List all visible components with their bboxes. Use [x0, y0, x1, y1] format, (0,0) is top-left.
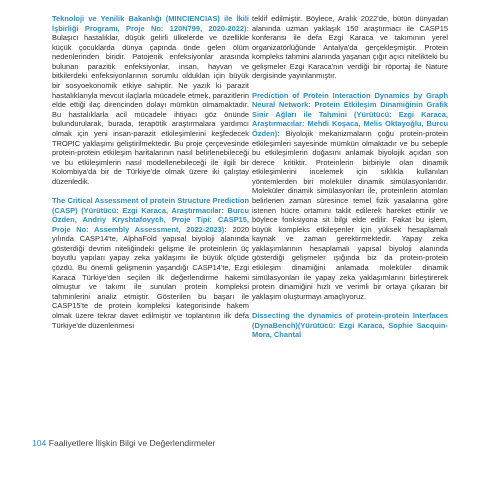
page-number: 104	[32, 438, 47, 448]
paragraph-mienciencias	[52, 14, 249, 186]
project-heading: The Critical Assessment of protein Structure Prediction (CASP) (Yürütücü: Ezgi Karaca, Araştırmacılar: Burcu Özden, Andriy Kryshtafovych, Proje Tipi: CASP15, Proje No: Assembly Assessment, 2022-2023):	[52, 196, 249, 234]
paragraph-gap	[52, 186, 249, 196]
page-footer	[32, 438, 215, 448]
paragraph-gap	[252, 81, 448, 91]
project-body: Biyolojik mekanizmaların çoğu protein-protein etkileşimleri sayesinde mümkün olmaktadır ve bu sebeple bu etkileşimlerin doğasını anlamak biyolojik açıdan son derece kritiktir. Proteinlerin birbiriyle olan dinamik etkileşimlerini incelemek için sıklıkla kullanılan yöntemlerden biri moleküler dinamik simülasyonlarıdır. Moleküler dinamik simülasyonları ile, proteinlerin atomları belirlenen zaman süresince temel fizik yasalarına göre istenen hücre ortamını taklit edilerek hareket ettirilir ve böylece fonksiyona sit bilgi elde edilir. Fakat bu işlem, büyük kompleks etkileşenler için yüksek hesaplamalı kaynak ve zaman gerektirmektedir. Yapay zeka yaklaşımlarının hesaplamalı yapısal biyoloji alanında gösterdiği gelişmeler ışığında biz da protein-protein etkileşim dinamiğini anlamada moleküler dinamik simülasyonları ile yapay zeka yaklaşımlarını birleştirerek protein dinamiğini hızlı ve verimli bir ortaya çıkaran bir yaklaşım oluşturmayı amaçlıyoruz.	[252, 128, 448, 301]
section-title: Faaliyetlere İlişkin Bilgi ve Değerlendirmeler	[48, 438, 216, 448]
project-heading-dynabench: Dissecting the dynamics of protein-protein Interfaces (DynaBench)(Yürütücü: Ezgi Karaca, Sophie Sacquin-Mora, Chantal	[252, 310, 448, 340]
left-column	[52, 14, 249, 330]
project-body: Bulaşıcı hastalıklar, düşük gelirli ülkelerde ve özellikle küçük çocuklarda dünya çapında önde gelen ölüm nedenlerinden biridir. Patojenik enfeksiyonlar arasında bulunan parazitik enfeksiyonlar, insan, hayvan ve bitkilerdeki enfeksiyonlarının sorumlu olduklan için büyük bir sosyoekonomik etkiye sahiptir. Ne yazık ki parazit hastalıklarıyla mevcut ilaçlarla mücadele etmek, parazitlerin elde ettiği ilaç direncinden dolayı mümkün olmamaktadır. Bu hastalıklarla acil mücadele ihtiyacı göz önünde bulundurularak, burada, terapötik araştırmalara yardımcı olmak için yeni insan-parazit etkileşimlerini keşfedecek TROPIC yaklaşımı geliştirilmektedir. Bu proje çerçevesinde protein-protein etkileşim haritalarının nasıl belirlenebileceği ve bu etkileşimlerin nasıl modellenebileceği ile ilgili bir Kolombiya'da bir de Türkiye'de olmak üzere iki çalıştay düzenledik.	[52, 33, 249, 186]
paragraph-casp-continued	[252, 14, 448, 81]
project-body: teklif edilmiştir. Böylece, Aralık 2022'de, bütün dünyadan alanında uzman yaklaşık 150 araştırmacı ile CASP15 konferansı ile defa Ezgi Karaca ve takımının yerel organizatörlüğünde Antalya'da gerçekleşmiştir. Protein kompleks tahmini alanında yaşanan çığır açıcı nitelikteki bu gelişmeler Ezgi Karaca'nın verdiği bir röportaj ile Nature dergisinde yayınlanmıştır.	[252, 14, 448, 81]
paragraph-graph-neural-network	[252, 91, 448, 302]
paragraph-gap	[252, 301, 448, 311]
right-column	[252, 14, 448, 340]
paragraph-casp	[52, 196, 249, 330]
project-heading: Prediction of Protein Interaction Dynamics by Graph Neural Network: Protein Etkileşim Dinamiğinin Grafik Sinir Ağları ile Tahmini (Yürütücü: Ezgi Karaca, Araştırmacılar: Mehdi Koşaca, Melis Oktayoğlu, Burcu Özden):	[252, 90, 448, 138]
project-body: 2020 yılında CASP14'te, AlphaFold yapısal biyoloji alanında gösterdiği devrim niteliğindeki gelişme ile proteinlerin üç boyutlu yapıları yapay zeka yaklaşımı ile büyük ölçüde çözdü. Bu önemli gelişmenin yaşandığı CASP14'te, Ezgi Karaca Türkiye'den seçilen ilk değerlendirme hakemi olmuştur ve takımı ile sunulan protein kompleksi tahminlerini analiz etmiştir. Gösterilen bu başarı ile CASP15'te de protein kompleksi kategorisinde hakem olmak üzere tekrar davet edilmiştir ve toplantının ilk defa Türkiye'de düzenlenmesi	[52, 224, 249, 330]
project-heading: Teknoloji ve Yenilik Bakanlığı (MINCIENCIAS) ile İkili İşbirliği Programı, Proje No: 120N799, 2020-2022):	[52, 14, 249, 33]
